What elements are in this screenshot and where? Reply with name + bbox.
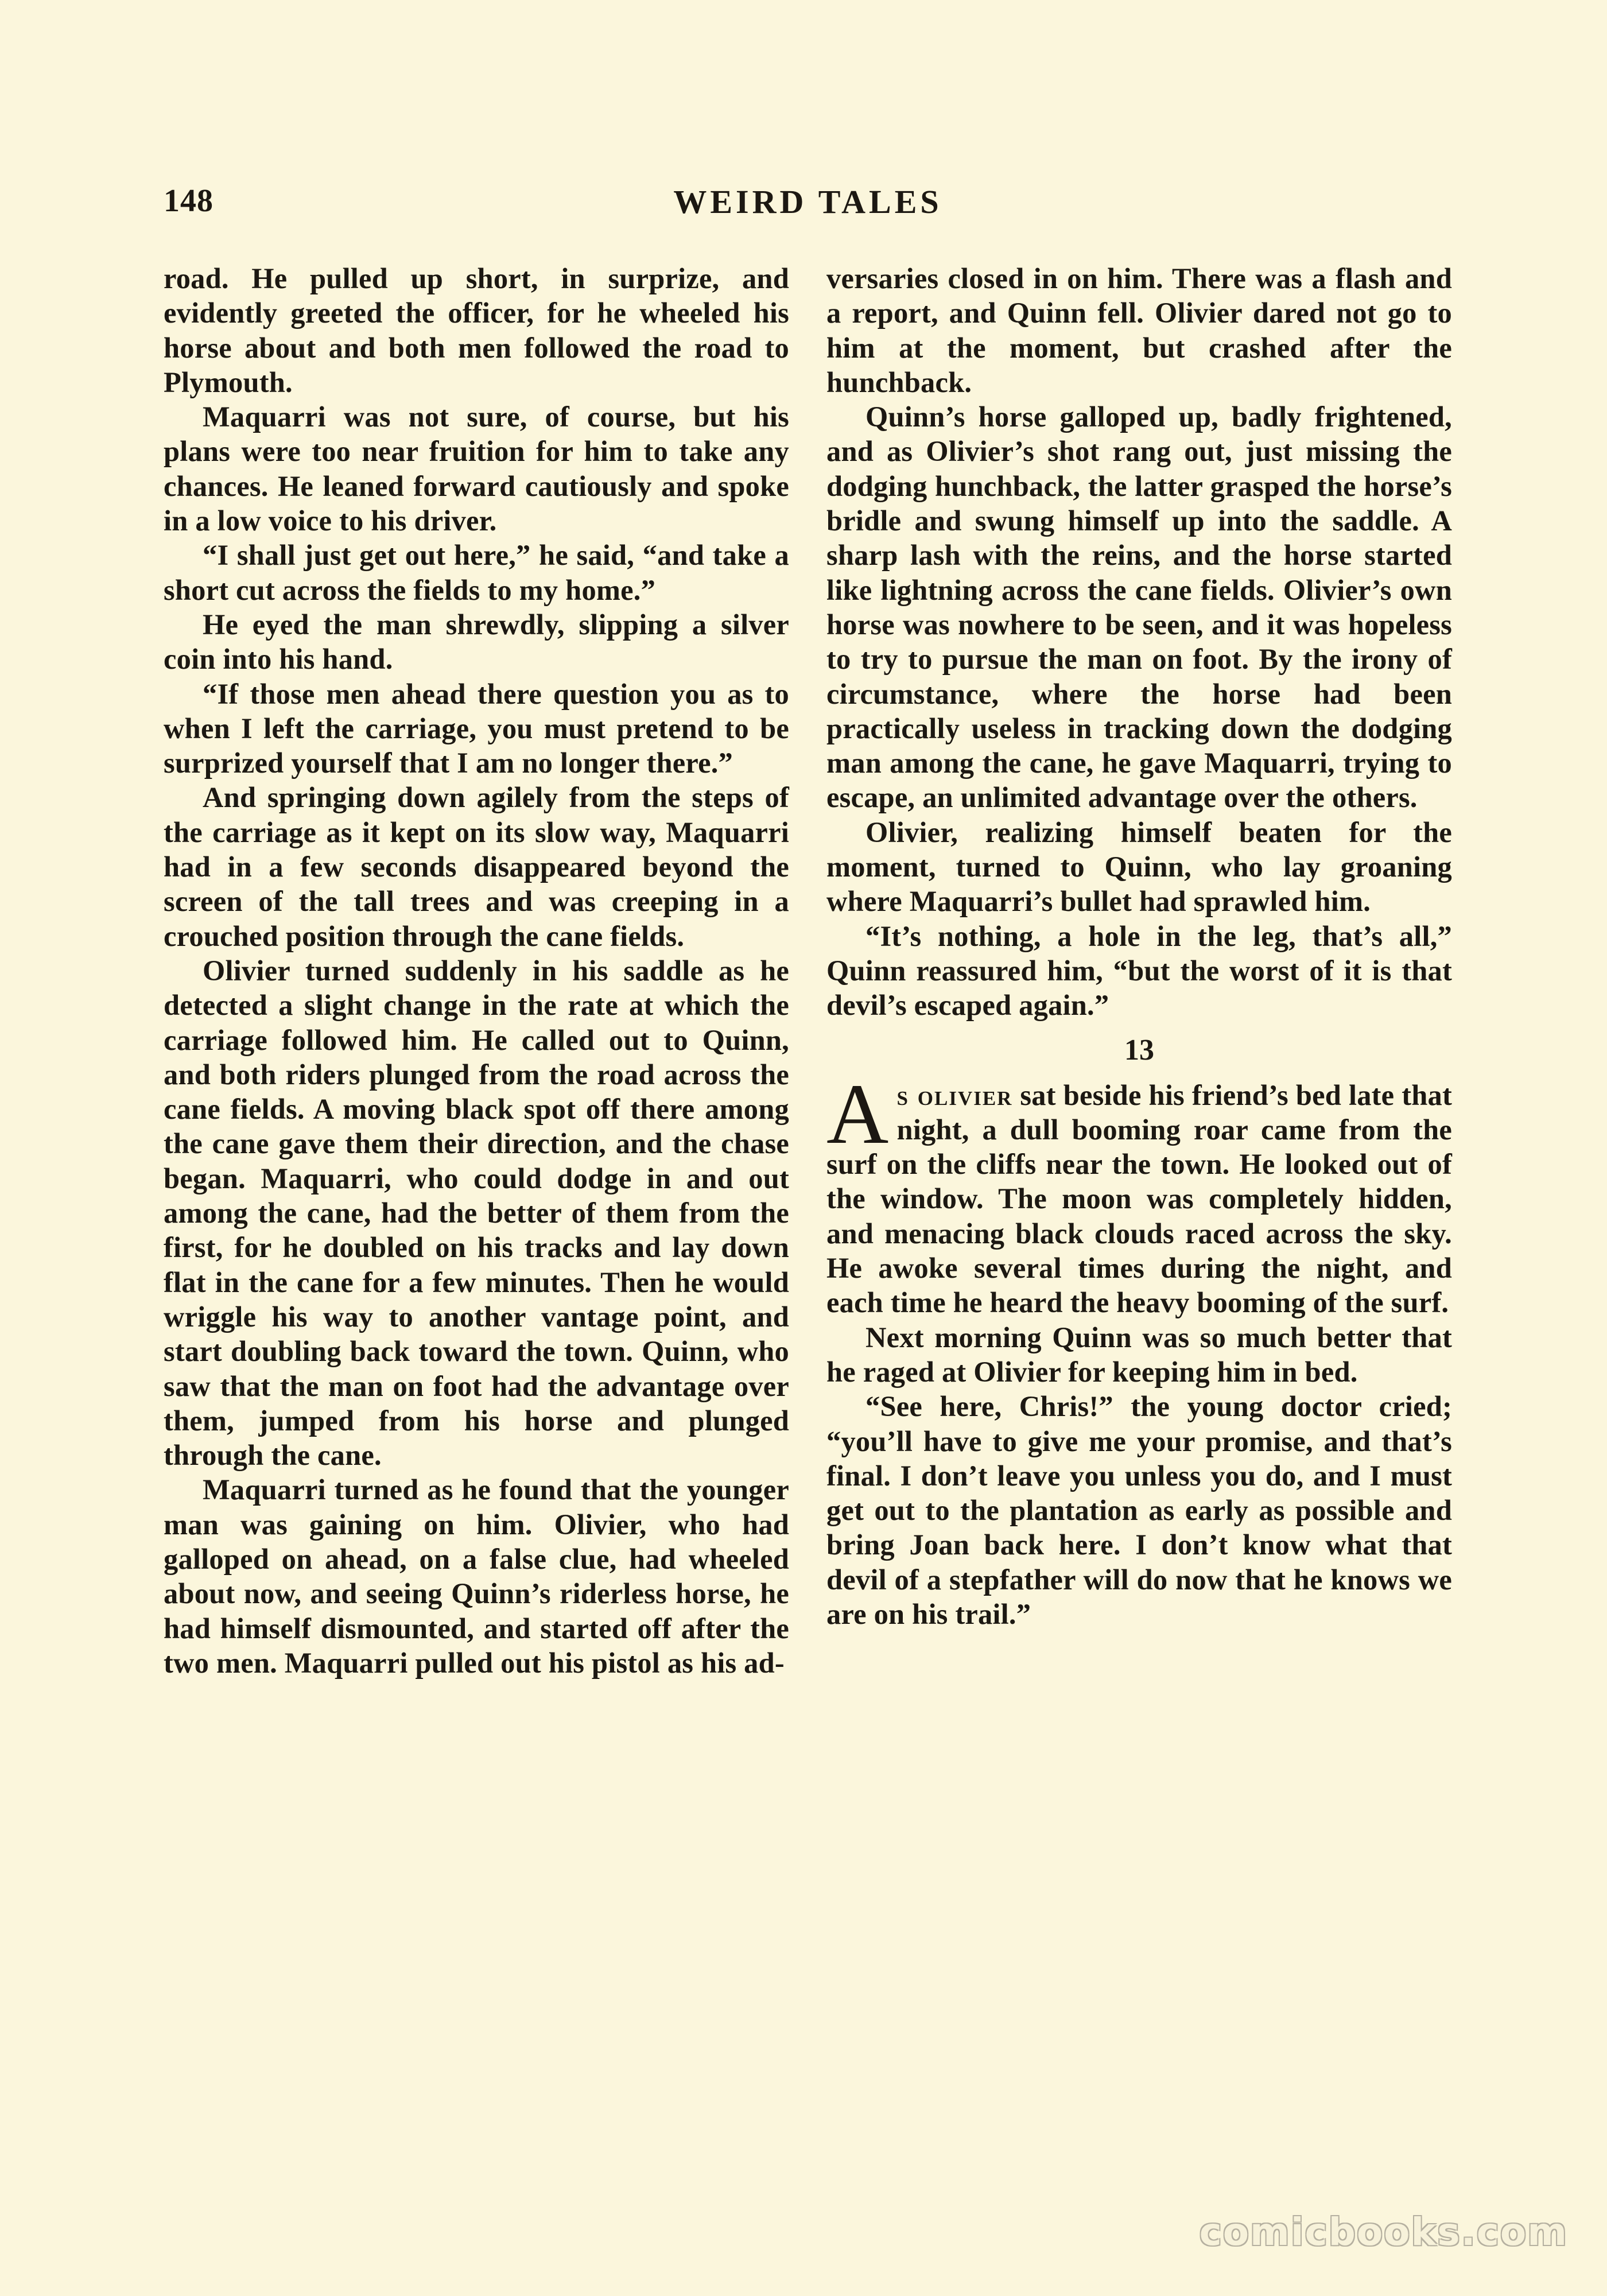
drop-cap: A [826,1066,889,1162]
paragraph-text: sat beside his friend’s bed late that night, a dull booming roar came from the surf on the cliffs near the town. He looked out of the window. The moon was completely hidden, and menacing black clouds raced across the sky. He awoke several times during the night, and each time he heard the heavy booming of the surf. [826,1079,1453,1319]
paragraph: Maquarri turned as he found that the younger man was gaining on him. Olivier, who had galloped on ahead, on a false clue, had wheeled about now, and seeing Quinn’s riderless horse, he had himself dismounted, and started off after the two men. Maquarri pulled out his pistol as his ad- [164,1473,789,1679]
paragraph: “See here, Chris!” the young doctor cried; “you’ll have to give me your promise, and that’s final. I don’t leave you unless you do, and I must get out to the plantation as early as possible and bring Joan back here. I don’t know what that devil of a stepfather will do now that he knows we are on his trail.” [826,1390,1452,1630]
section-number: 13 [1124,1033,1154,1066]
page-number: 148 [164,183,214,219]
paragraph: Olivier turned suddenly in his saddle as he detected a slight change in the rate at which the carriage followed him. He called out to Quinn, and both riders plunged from the road across the cane fields. A moving black spot off there among the cane gave them their direction, and the chase began. Maquarri, who could dodge in and out among the cane, had the better of them from the first, for he doubled on his tracks and lay down flat in the cane for a few minutes. Then he would wriggle his way to another vantage point, and start doubling back toward the town. Quinn, who saw that the man on foot had the advantage over them, jumped from his horse and plunged through the cane. [164,954,789,1472]
paragraph: He eyed the man shrewdly, slipping a silver coin into his hand. [164,608,789,676]
paragraph: versaries closed in on him. There was a flash and a report, and Quinn fell. Olivier dared not go to him at the moment, but crashed after the hunchback. [826,262,1452,398]
paragraph: “If those men ahead there question you as to when I left the carriage, you must pretend to be surprized yourself that I am no longer there.” [164,677,789,779]
paragraph: Quinn’s horse galloped up, badly frightened, and as Olivier’s shot rang out, just missing the dodging hunchback, the latter grasped the horse’s bridle and swung himself up into the saddle. A sharp lash with the reins, and the horse started like lightning across the cane fields. Olivier’s own horse was nowhere to be seen, and it was hopeless to try to pursue the man on foot. By the irony of circumstance, where the horse had been practically useless in tracking down the dodging man among the cane, he gave Maquarri, trying to escape, an unlimited advantage over the others. [826,401,1452,814]
watermark-logo: comicbooks.com [1199,2210,1568,2254]
left-column [164,261,789,2127]
paragraph: “I shall just get out here,” he said, “and take a short cut across the fields to my home.” [164,539,789,606]
section-opening-paragraph [826,1066,1453,1320]
paragraph: Next morning Quinn was so much better that he raged at Olivier for keeping him in bed. [826,1321,1452,1388]
paragraph: Maquarri was not sure, of course, but his plans were too near fruition for him to take any chances. He leaned forward cautiously and spoke in a low voice to his driver. [164,401,789,537]
paragraph: “It’s nothing, a hole in the leg, that’s all,” Quinn reassured him, “but the worst of it is that devil’s escaped again.” [826,920,1452,1022]
paragraph: Olivier, realizing himself beaten for the moment, turned to Quinn, who lay groaning where Maquarri’s bullet had sprawled him. [826,816,1452,918]
small-caps-lead: s olivier [896,1079,1013,1111]
page-header [164,183,1452,223]
paragraph: road. He pulled up short, in surprize, and evidently greeted the officer, for he wheeled his horse about and both men followed the road to Plymouth. [164,262,789,398]
paragraph: And springing down agilely from the steps of the carriage as it kept on its slow way, Maquarri had in a few seconds disappeared beyond the screen of the tall trees and was creeping in a crouched position through the cane fields. [164,781,789,952]
right-column [826,261,1452,2127]
running-title: WEIRD TALES [673,183,942,220]
